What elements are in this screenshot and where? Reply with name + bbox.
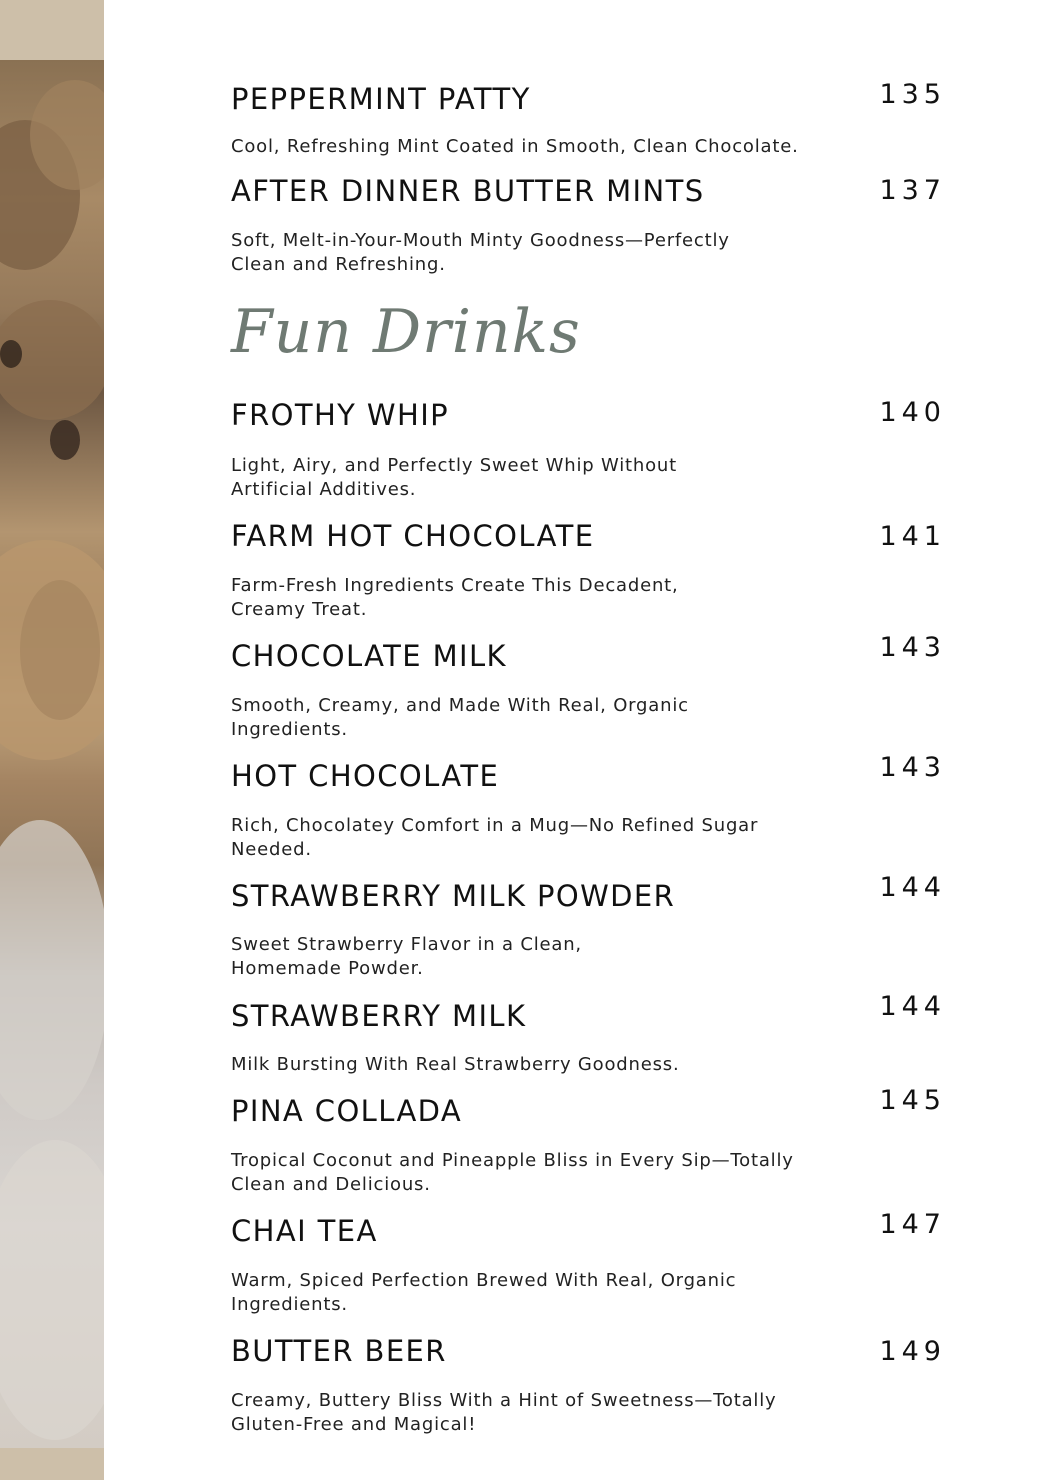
item-price: 144: [879, 872, 946, 903]
item-price: 137: [879, 175, 946, 206]
item-price: 143: [879, 632, 946, 663]
item-name: STRAWBERRY MILK POWDER: [231, 879, 676, 913]
item-price: 147: [879, 1209, 946, 1240]
item-description: Light, Airy, and Perfectly Sweet Whip Without Artificial Additives.: [231, 455, 677, 500]
item-price: 149: [879, 1336, 946, 1367]
item-name: STRAWBERRY MILK: [231, 999, 527, 1033]
item-name: CHOCOLATE MILK: [231, 639, 507, 673]
item-description: Farm-Fresh Ingredients Create This Decadent, Creamy Treat.: [231, 575, 679, 620]
item-name: AFTER DINNER BUTTER MINTS: [231, 174, 705, 208]
item-name: HOT CHOCOLATE: [231, 759, 500, 793]
item-description: Creamy, Buttery Bliss With a Hint of Sweetness—Totally Gluten-Free and Magical!: [231, 1390, 777, 1435]
item-price: 141: [879, 521, 946, 552]
item-name: FROTHY WHIP: [231, 398, 450, 432]
item-description: Warm, Spiced Perfection Brewed With Real, Organic Ingredients.: [231, 1270, 737, 1315]
item-description: Tropical Coconut and Pineapple Bliss in Every Sip—Totally Clean and Delicious.: [231, 1150, 794, 1195]
item-price: 143: [879, 752, 946, 783]
section-title: Fun Drinks: [231, 297, 581, 367]
item-name: BUTTER BEER: [231, 1334, 447, 1368]
item-description: Soft, Melt-in-Your-Mouth Minty Goodness—Perfectly Clean and Refreshing.: [231, 230, 730, 275]
item-name: CHAI TEA: [231, 1214, 378, 1248]
item-description: Cool, Refreshing Mint Coated in Smooth, Clean Chocolate.: [231, 136, 799, 157]
item-price: 140: [879, 397, 946, 428]
item-price: 145: [879, 1085, 946, 1116]
item-description: Rich, Chocolatey Comfort in a Mug—No Refined Sugar Needed.: [231, 815, 759, 860]
item-name: PEPPERMINT PATTY: [231, 82, 531, 116]
item-description: Milk Bursting With Real Strawberry Goodness.: [231, 1054, 680, 1075]
item-price: 135: [879, 79, 946, 110]
item-name: FARM HOT CHOCOLATE: [231, 519, 595, 553]
item-description: Smooth, Creamy, and Made With Real, Organic Ingredients.: [231, 695, 689, 740]
item-name: PINA COLLADA: [231, 1094, 463, 1128]
item-description: Sweet Strawberry Flavor in a Clean, Homemade Powder.: [231, 934, 582, 979]
item-price: 144: [879, 991, 946, 1022]
